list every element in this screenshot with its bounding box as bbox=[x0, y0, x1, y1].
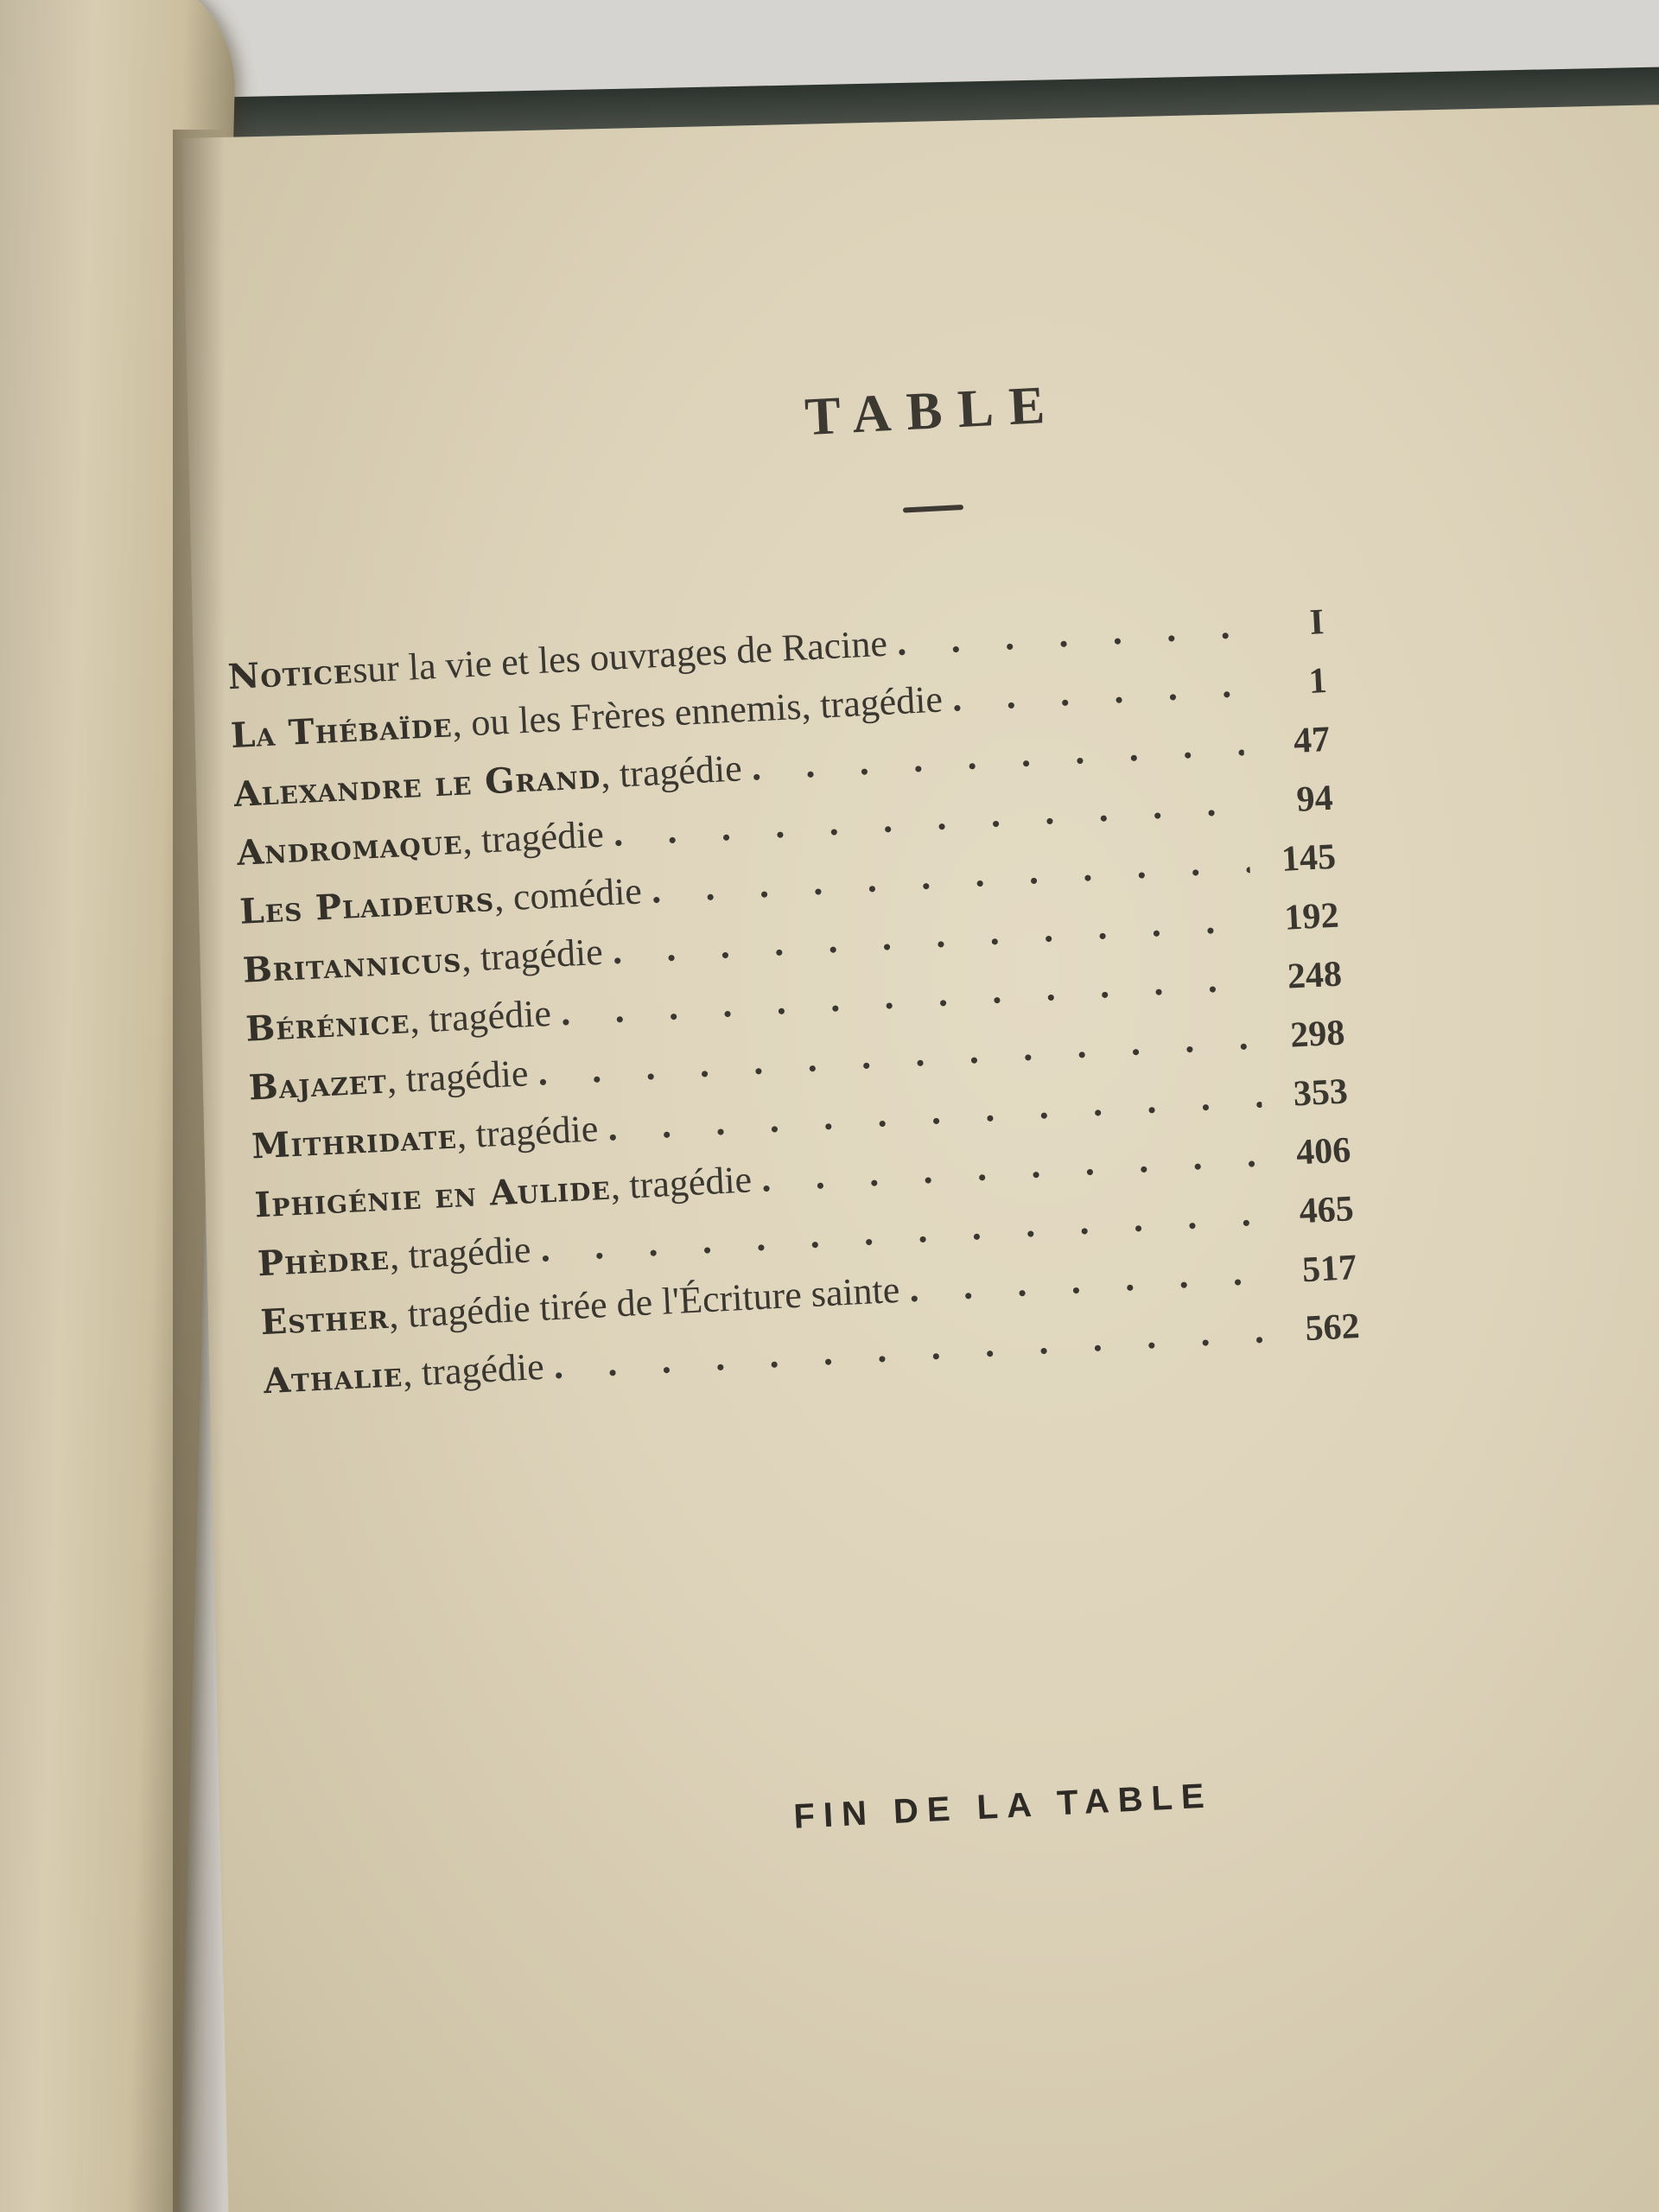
entry-title: Esther bbox=[259, 1295, 391, 1344]
entry-description: , comédie bbox=[493, 869, 643, 919]
entry-page-number: 94 bbox=[1295, 778, 1334, 820]
entry-title: La Thébaïde bbox=[230, 704, 454, 757]
entry-title: Notice bbox=[226, 650, 354, 698]
entry-title: Phèdre bbox=[257, 1236, 391, 1285]
right-page bbox=[181, 104, 1659, 2212]
dot-leader bbox=[895, 607, 1239, 663]
entry-page-number: 353 bbox=[1292, 1071, 1349, 1115]
entry-page-number: 465 bbox=[1298, 1189, 1355, 1232]
entry-title: Mithridate bbox=[251, 1116, 458, 1167]
entry-description: , tragédie bbox=[409, 991, 552, 1042]
entry-description: , tragédie bbox=[388, 1228, 532, 1278]
page-content bbox=[158, 84, 1659, 2212]
entry-page-number: 145 bbox=[1280, 836, 1338, 880]
entry-description: , tragédie bbox=[385, 1052, 530, 1102]
entry-page-number: 517 bbox=[1300, 1248, 1358, 1291]
entry-title: Andromaque bbox=[235, 821, 464, 874]
entry-title: Iphigénie en Aulide bbox=[253, 1166, 612, 1226]
entry-description: , tragédie bbox=[401, 1344, 545, 1395]
entry-title: Bajazet bbox=[247, 1060, 389, 1109]
entry-description: , tragédie bbox=[455, 1107, 600, 1157]
entry-page-number: 248 bbox=[1286, 954, 1344, 997]
entry-description: , tragédie tirée de l'Écriture sainte bbox=[387, 1268, 901, 1337]
entry-page-number: 406 bbox=[1295, 1130, 1352, 1173]
entry-description: sur la vie et les ouvrages de Racine bbox=[351, 621, 888, 691]
end-of-table-label: FIN DE LA TABLE bbox=[792, 1777, 1214, 1836]
entry-page-number: I bbox=[1308, 602, 1325, 643]
table-of-contents bbox=[226, 599, 1361, 1417]
entry-title: Britannicus bbox=[241, 939, 463, 991]
entry-page-number: 192 bbox=[1283, 895, 1340, 938]
entry-page-number: 562 bbox=[1304, 1306, 1361, 1350]
entry-description: , tragédie bbox=[460, 930, 604, 980]
entry-title: Bérénice bbox=[245, 1001, 411, 1050]
entry-description: , tragédie bbox=[609, 1158, 753, 1208]
entry-description: , ou les Frères ennemis, tragédie bbox=[451, 677, 944, 746]
entry-page-number: 298 bbox=[1289, 1013, 1346, 1056]
page-title: TABLE bbox=[803, 375, 1062, 448]
entry-title: Athalie bbox=[262, 1354, 404, 1402]
book-gutter-shadow bbox=[173, 130, 225, 2212]
entry-description: , tragédie bbox=[461, 812, 605, 862]
entry-description: , tragédie bbox=[599, 747, 743, 797]
entry-page-number: 47 bbox=[1292, 719, 1332, 761]
entry-page-number: 1 bbox=[1307, 660, 1328, 702]
title-rule bbox=[903, 505, 963, 513]
entry-title: Alexandre le Grand bbox=[232, 755, 602, 816]
entry-title: Les Plaideurs bbox=[238, 879, 496, 932]
